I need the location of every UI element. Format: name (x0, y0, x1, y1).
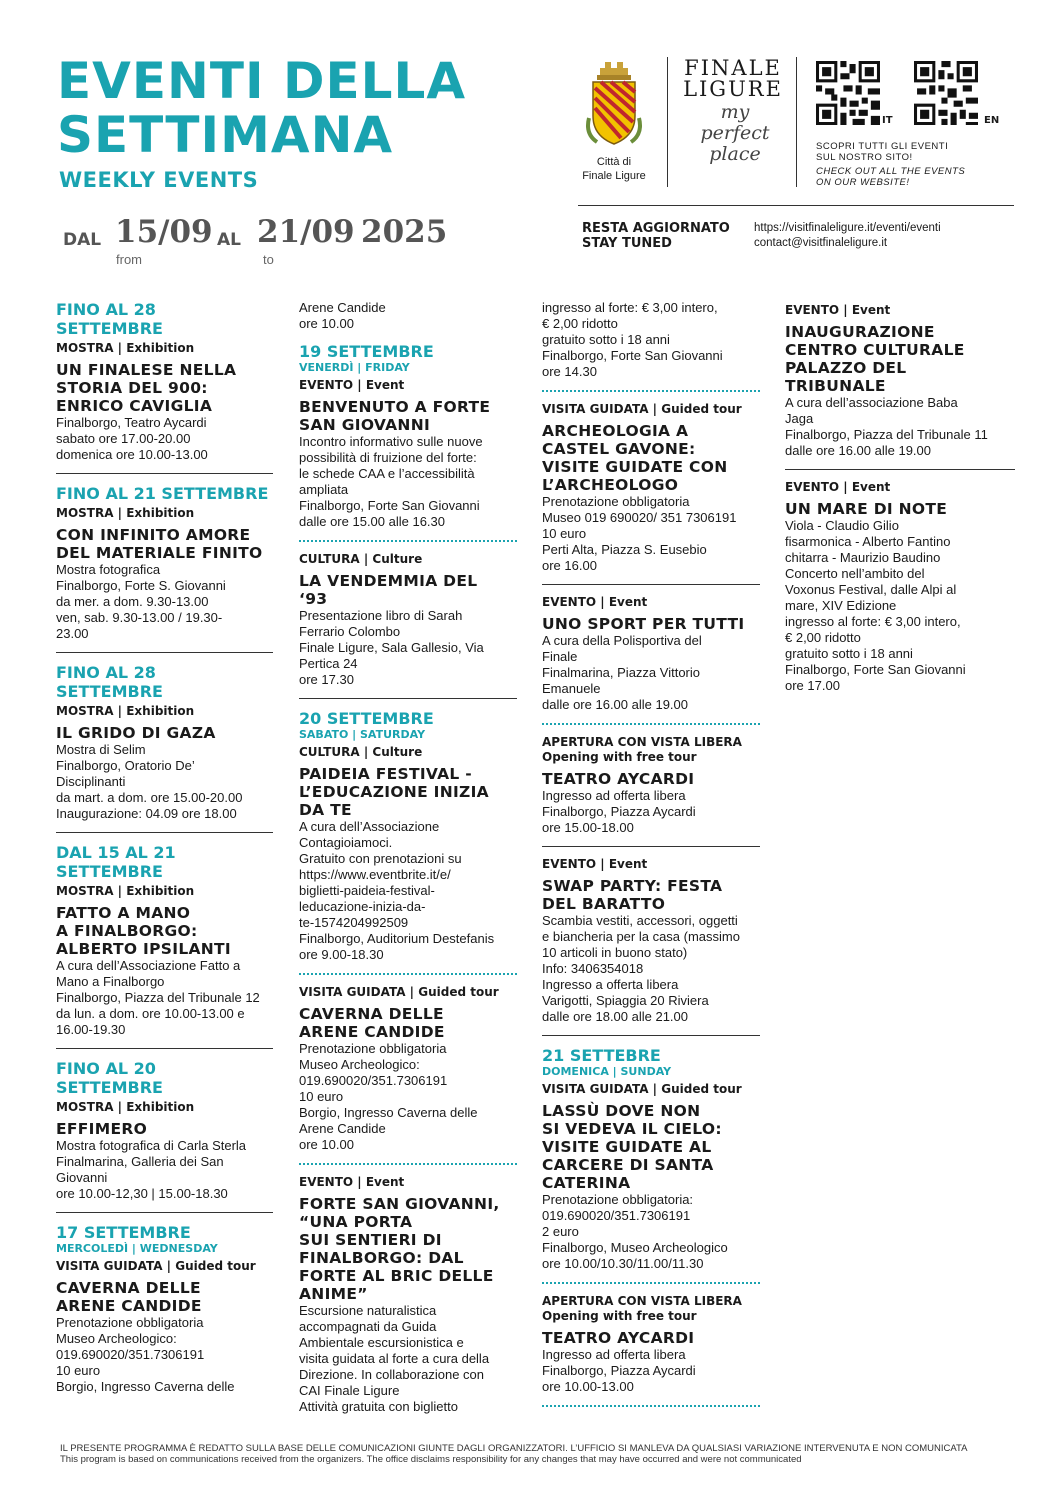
section-date-heading: FINO AL 28 (56, 300, 156, 319)
event-detail: Finale Ligure, Sala Gallesio, Via (299, 640, 484, 655)
event-item (785, 480, 1015, 694)
event-detail: Finalborgo, Forte San Giovanni (785, 662, 966, 677)
event-title-line: TRIBUNALE (785, 377, 886, 395)
event-title (299, 1005, 517, 1041)
event-detail: Attività gratuita con biglietto (299, 1399, 458, 1414)
to-label: to (263, 252, 274, 267)
al-label: AL (217, 230, 241, 250)
event-detail: ore 10.00/10.30/11.00/11.30 (542, 1256, 704, 1271)
qr-it-label: IT (882, 115, 893, 126)
event-detail: € 2,00 ridotto (542, 316, 618, 331)
event-detail: ore 17.00 (785, 678, 840, 693)
event-detail: Mano a Finalborgo (56, 974, 165, 989)
event-detail: Finalborgo, Piazza del Tribunale 11 (785, 427, 988, 442)
event-detail: da mart. a dom. ore 15.00-20.00 (56, 790, 243, 805)
event-detail: Mostra di Selim (56, 742, 146, 757)
event-category: VISITA GUIDATA | Guided tour (542, 402, 742, 416)
event-detail: ore 10.00-12,30 | 15.00-18.30 (56, 1186, 228, 1201)
event-detail: Prenotazione obbligatoria (299, 1041, 447, 1056)
event-detail: Museo Archeologico: (299, 1057, 420, 1072)
event-detail: 10 euro (542, 526, 587, 541)
day-section (542, 1294, 760, 1407)
day-section (542, 857, 760, 1036)
city-crest-icon (583, 60, 645, 148)
event-detail: domenica ore 10.00-13.00 (56, 447, 208, 462)
event-detail: Finalmarina, Galleria dei San (56, 1154, 224, 1169)
page-subtitle: WEEKLY EVENTS (59, 168, 259, 192)
event-title (56, 361, 273, 415)
event-detail: chitarra - Maurizio Baudino (785, 550, 941, 565)
event-detail: Jaga (785, 411, 814, 426)
event-title-line: DEL MATERIALE FINITO (56, 544, 263, 562)
section-date-heading: SETTEMBRE (56, 1078, 163, 1097)
event-item (542, 735, 760, 836)
event-detail: Finalborgo, Piazza Aycardi (542, 804, 696, 819)
qr-en-label: EN (984, 115, 1000, 126)
dal-label: DAL (63, 230, 102, 250)
day-section (299, 985, 517, 1165)
event-title-line: IL GRIDO DI GAZA (56, 724, 216, 742)
event-detail: leducazione-inizia-da- (299, 899, 426, 914)
event-title-line: SWAP PARTY: FESTA (542, 877, 723, 895)
event-detail: Prenotazione obbligatoria (542, 494, 690, 509)
event-category: VISITA GUIDATA | Guided tour (299, 985, 499, 999)
event-title-line: VISITE GUIDATE AL (542, 1138, 712, 1156)
event-item (56, 1259, 273, 1395)
event-category-en: Opening with free tour (542, 750, 697, 764)
section-date-heading: 19 SETTEMBRE (299, 342, 434, 361)
event-title (56, 526, 273, 562)
event-detail: Mostra fotografica di Carla Sterla (56, 1138, 247, 1153)
event-item (785, 303, 1015, 459)
city-caption: Città di Finale Ligure (582, 156, 646, 182)
event-detail: possibilità di fruizione del forte: (299, 450, 477, 465)
event-detail: Voxonus Festival, dalle Alpi al (785, 582, 957, 597)
section-date-heading: DAL 15 AL 21 (56, 843, 176, 862)
event-detail: Perti Alta, Piazza S. Eusebio (542, 542, 707, 557)
section-date-heading: SETTEMBRE (56, 682, 163, 701)
event-detail: Finalborgo, Forte S. Giovanni (56, 578, 226, 593)
day-section (299, 552, 517, 699)
event-item (542, 300, 760, 380)
event-category: MOSTRA | Exhibition (56, 704, 195, 718)
event-title-line: TEATRO AYCARDI (542, 770, 695, 788)
event-detail: Finale (542, 649, 578, 664)
contact-links (754, 221, 941, 251)
event-item (299, 552, 517, 688)
event-detail: ore 17.30 (299, 672, 354, 687)
event-item (542, 1294, 760, 1395)
event-detail: Mostra fotografica (56, 562, 161, 577)
event-title (56, 904, 273, 958)
event-title-line: CAVERNA DELLE (299, 1005, 444, 1023)
event-detail: A cura della Polisportiva del (542, 633, 702, 648)
event-category: EVENTO | Event (785, 480, 891, 494)
day-section (299, 1175, 517, 1425)
weekday-label: VENERDÌ | FRIDAY (299, 361, 410, 374)
event-category: MOSTRA | Exhibition (56, 1100, 195, 1114)
event-category: MOSTRA | Exhibition (56, 341, 195, 355)
day-section (56, 300, 273, 474)
event-detail: Viola - Claudio Gilio (785, 518, 899, 533)
event-detail: Ingresso ad offerta libera (542, 788, 686, 803)
divider (667, 57, 668, 187)
event-detail: ingresso al forte: € 3,00 intero, (542, 300, 718, 315)
event-title (785, 323, 1015, 395)
event-title (56, 724, 273, 742)
event-title-line: ARCHEOLOGIA A (542, 422, 689, 440)
section-date-heading: 21 SETTEBRE (542, 1046, 661, 1065)
day-section (299, 342, 517, 542)
event-title-line: UN FINALESE NELLA (56, 361, 237, 379)
event-title (56, 1279, 273, 1315)
event-detail: dalle ore 15.00 alle 16.30 (299, 514, 446, 529)
event-detail: visita guidata al forte a cura della (299, 1351, 490, 1366)
discover-text: SCOPRI TUTTI GLI EVENTI SUL NOSTRO SITO! CHECK OUT ALL THE EVENTS ON OUR WEBSITE! (816, 141, 966, 188)
events-column-2 (299, 300, 517, 1425)
event-detail: Finalborgo, Forte San Giovanni (299, 498, 480, 513)
event-item (56, 341, 273, 463)
section-date-heading: SETTEMBRE (56, 319, 163, 338)
event-title-line: CARCERE DI SANTA (542, 1156, 714, 1174)
event-title (542, 877, 760, 913)
event-item (56, 704, 273, 822)
event-item (299, 378, 517, 530)
event-detail: 019.690020/351.7306191 (56, 1347, 205, 1362)
event-detail: Info: 3406354018 (542, 961, 644, 976)
disclaimer: IL PRESENTE PROGRAMMA È REDATTO SULLA BASE DELLE COMUNICAZIONI GIUNTE DAGLI ORGANIZZATORI. L’UFFICIO SI MANLEVA DA QUALSIASI VARIAZIONE INTERVENUTA E NON COMUNICATA This program is based on communications received from the organizers. The office disclaims responsibility for any changes that may have occurred and were not communicated (60, 1443, 968, 1465)
events-column-4 (785, 300, 1015, 704)
event-title-line: CON INFINITO AMORE (56, 526, 251, 544)
event-detail: dalle ore 16.00 alle 19.00 (542, 697, 689, 712)
event-item (542, 857, 760, 1025)
event-title (299, 398, 517, 434)
event-detail: biglietti-paideia-festival- (299, 883, 435, 898)
event-title-line: EFFIMERO (56, 1120, 148, 1138)
event-title-line: BENVENUTO A FORTE (299, 398, 491, 416)
event-item (299, 1175, 517, 1415)
event-item (542, 1082, 760, 1272)
event-detail: dalle ore 18.00 alle 21.00 (542, 1009, 689, 1024)
day-section (785, 303, 1015, 470)
events-column-3 (542, 300, 760, 1417)
event-detail: Escursione naturalistica (299, 1303, 437, 1318)
event-detail: Finalborgo, Piazza Aycardi (542, 1363, 696, 1378)
event-detail: ore 16.00 (542, 558, 597, 573)
event-detail: Inaugurazione: 04.09 ore 18.00 (56, 806, 237, 821)
event-title (542, 615, 760, 633)
event-detail: 10 articoli in buono stato) (542, 945, 688, 960)
event-detail: ore 15.00-18.00 (542, 820, 634, 835)
event-detail: ore 9.00-18.30 (299, 947, 384, 962)
day-section (785, 480, 1015, 704)
event-detail: Gratuito con prenotazioni su (299, 851, 462, 866)
section-date-heading: 17 SETTEMBRE (56, 1223, 191, 1242)
event-detail: € 2,00 ridotto (785, 630, 861, 645)
event-detail: ore 10.00-13.00 (542, 1379, 634, 1394)
event-detail: Direzione. In collaborazione con (299, 1367, 484, 1382)
event-detail: Concerto nell’ambito del (785, 566, 925, 581)
event-detail: Pertica 24 (299, 656, 358, 671)
event-detail: te-1574204992509 (299, 915, 409, 930)
event-detail: Finalborgo, Auditorium Destefanis (299, 931, 495, 946)
page-title: EVENTI DELLA SETTIMANA (57, 52, 467, 164)
event-title-line: CENTRO CULTURALE (785, 341, 965, 359)
event-category: EVENTO | Event (542, 857, 648, 871)
event-item (299, 745, 517, 963)
event-title-line: SI VEDEVA IL CIELO: (542, 1120, 722, 1138)
event-detail: Finalborgo, Teatro Aycardi (56, 415, 207, 430)
event-item (56, 884, 273, 1038)
day-section (542, 595, 760, 725)
section-date-heading: FINO AL 21 SETTEMBRE (56, 484, 269, 503)
event-title (542, 422, 760, 494)
event-category: MOSTRA | Exhibition (56, 884, 195, 898)
day-section (56, 843, 273, 1049)
event-title-line: FORTE AL BRIC DELLE (299, 1267, 494, 1285)
event-detail: Museo 019 690020/ 351 7306191 (542, 510, 737, 525)
date-range (63, 214, 483, 268)
event-detail: A cura dell’Associazione Fatto a (56, 958, 241, 973)
section-date-heading: FINO AL 20 (56, 1059, 156, 1078)
event-detail: gratuito sotto i 18 anni (785, 646, 913, 661)
event-detail: Varigotti, Spiaggia 20 Riviera (542, 993, 709, 1008)
year: 2025 (361, 214, 448, 250)
event-title-line: INAUGURAZIONE (785, 323, 935, 341)
event-title-line: SAN GIOVANNI (299, 416, 431, 434)
event-detail: Incontro informativo sulle nuove (299, 434, 483, 449)
event-detail: A cura dell’associazione Baba (785, 395, 958, 410)
event-detail: da mer. a dom. 9.30-13.00 (56, 594, 209, 609)
event-title-line: PAIDEIA FESTIVAL - (299, 765, 473, 783)
event-title (542, 770, 760, 788)
event-title-line: “UNA PORTA (299, 1213, 413, 1231)
day-section (56, 1059, 273, 1213)
event-item (56, 1100, 273, 1202)
event-category: CULTURA | Culture (299, 552, 423, 566)
event-detail: Finalmarina, Piazza Vittorio (542, 665, 700, 680)
event-category: EVENTO | Event (542, 595, 648, 609)
event-category: EVENTO | Event (785, 303, 891, 317)
website-link[interactable]: https://visitfinaleligure.it/eventi/eventi (754, 222, 941, 234)
event-category: CULTURA | Culture (299, 745, 423, 759)
event-category-en: Opening with free tour (542, 1309, 697, 1323)
header-rule (578, 205, 1014, 206)
finale-ligure-logo: FINALE LIGURE (683, 56, 783, 101)
event-title-line: LA VENDEMMIA DEL (299, 572, 478, 590)
event-detail: Ingresso ad offerta libera (542, 1347, 686, 1362)
event-title-line: FORTE SAN GIOVANNI, (299, 1195, 500, 1213)
events-column-1 (56, 300, 273, 1405)
event-detail: Disciplinanti (56, 774, 126, 789)
event-detail: Borgio, Ingresso Caverna delle (299, 1105, 478, 1120)
event-detail: fisarmonica - Alberto Fantino (785, 534, 951, 549)
event-title-line: CATERINA (542, 1174, 631, 1192)
day-section (56, 663, 273, 833)
event-detail: ore 10.00 (299, 316, 354, 331)
event-item (542, 402, 760, 574)
event-title-line: SUI SENTIERI DI (299, 1231, 442, 1249)
stay-tuned: RESTA AGGIORNATO STAY TUNED (582, 221, 730, 251)
event-detail: Presentazione libro di Sarah (299, 608, 463, 623)
day-section (542, 300, 760, 392)
event-title (299, 1195, 517, 1303)
event-detail: ore 10.00 (299, 1137, 354, 1152)
event-detail: 2 euro (542, 1224, 579, 1239)
event-detail: le schede CAA e l’accessibilità (299, 466, 475, 481)
event-title (299, 765, 517, 819)
event-detail: Emanuele (542, 681, 601, 696)
event-title (299, 572, 517, 608)
day-section (542, 1046, 760, 1284)
event-detail: gratuito sotto i 18 anni (542, 332, 670, 347)
event-detail: Prenotazione obbligatoria: (542, 1192, 694, 1207)
event-detail: ore 14.30 (542, 364, 597, 379)
qr-code-it-icon[interactable] (816, 61, 880, 125)
event-detail: 019.690020/351.7306191 (299, 1073, 448, 1088)
event-detail: https://www.eventbrite.it/e/ (299, 867, 451, 882)
event-category: MOSTRA | Exhibition (56, 506, 195, 520)
event-detail: Contagioiamoci. (299, 835, 393, 850)
event-detail: ingresso al forte: € 3,00 intero, (785, 614, 961, 629)
event-category: EVENTO | Event (299, 378, 405, 392)
event-title-line: FINALBORGO: DAL (299, 1249, 464, 1267)
weekday-label: DOMENICA | SUNDAY (542, 1065, 672, 1078)
event-title-line: STORIA DEL 900: (56, 379, 208, 397)
event-detail: 16.00-19.30 (56, 1022, 126, 1037)
section-date-heading: SETTEMBRE (56, 862, 163, 881)
event-detail: 23.00 (56, 626, 89, 641)
event-title (785, 500, 1015, 518)
event-title-line: ENRICO CAVIGLIA (56, 397, 213, 415)
event-title-line: A FINALBORGO: (56, 922, 198, 940)
event-detail: CAI Finale Ligure (299, 1383, 400, 1398)
event-detail: da lun. a dom. ore 10.00-13.00 e (56, 1006, 245, 1021)
event-title (56, 1120, 273, 1138)
event-detail: Scambia vestiti, accessori, oggetti (542, 913, 738, 928)
event-item (542, 595, 760, 713)
event-title-line: ‘93 (299, 590, 328, 608)
event-title-line: UNO SPORT PER TUTTI (542, 615, 745, 633)
event-detail: Finalborgo, Forte San Giovanni (542, 348, 723, 363)
event-detail: A cura dell’Associazione (299, 819, 440, 834)
event-detail: accompagnati da Guida (299, 1319, 437, 1334)
event-title-line: LASSÙ DOVE NON (542, 1102, 701, 1120)
event-category: APERTURA CON VISTA LIBERA (542, 735, 742, 749)
day-section (56, 1223, 273, 1405)
weekday-label: SABATO | SATURDAY (299, 728, 426, 741)
event-title-line: VISITE GUIDATE CON (542, 458, 728, 476)
from-label: from (116, 252, 142, 267)
weekday-label: MERCOLEDÌ | WEDNESDAY (56, 1242, 218, 1255)
event-title-line: ARENE CANDIDE (56, 1297, 202, 1315)
section-date-heading: 20 SETTEMBRE (299, 709, 434, 728)
event-category: VISITA GUIDATA | Guided tour (542, 1082, 742, 1096)
event-item (56, 506, 273, 642)
event-detail: Finalborgo, Oratorio De’ (56, 758, 195, 773)
event-title-line: L’ARCHEOLOGO (542, 476, 679, 494)
event-detail: ven, sab. 9.30-13.00 / 19.30- (56, 610, 223, 625)
event-title-line: ARENE CANDIDE (299, 1023, 445, 1041)
event-title-line: PALAZZO DEL (785, 359, 907, 377)
event-detail: Finalborgo, Museo Archeologico (542, 1240, 728, 1255)
event-detail: 10 euro (56, 1363, 101, 1378)
event-detail: Ingresso a offerta libera (542, 977, 679, 992)
event-title-line: FATTO A MANO (56, 904, 191, 922)
divider (796, 57, 797, 187)
event-title-line: DA TE (299, 801, 352, 819)
email-link[interactable]: contact@visitfinaleligure.it (754, 237, 888, 249)
event-title (542, 1102, 760, 1192)
event-title-line: ALBERTO IPSILANTI (56, 940, 232, 958)
section-date-heading: FINO AL 28 (56, 663, 156, 682)
event-title-line: DEL BARATTO (542, 895, 666, 913)
day-section (299, 709, 517, 975)
event-title-line: TEATRO AYCARDI (542, 1329, 695, 1347)
event-item (299, 985, 517, 1153)
day-section (56, 484, 273, 653)
logo-tagline: my perfect place (700, 101, 770, 165)
event-title (542, 1329, 760, 1347)
event-detail: e biancheria per la casa (massimo (542, 929, 740, 944)
event-detail: ampliata (299, 482, 349, 497)
event-title-line: L’EDUCAZIONE INIZIA (299, 783, 489, 801)
event-category: APERTURA CON VISTA LIBERA (542, 1294, 742, 1308)
event-detail: Ambientale escursionistica e (299, 1335, 464, 1350)
day-section (542, 402, 760, 585)
event-detail: Arene Candide (299, 300, 386, 315)
event-detail: Borgio, Ingresso Caverna delle (56, 1379, 235, 1394)
event-detail: Ferrario Colombo (299, 624, 401, 639)
event-detail: Giovanni (56, 1170, 108, 1185)
event-detail: Prenotazione obbligatoria (56, 1315, 204, 1330)
event-title-line: ANIME” (299, 1285, 368, 1303)
event-detail: 019.690020/351.7306191 (542, 1208, 691, 1223)
event-detail: Arene Candide (299, 1121, 386, 1136)
event-title-line: CAVERNA DELLE (56, 1279, 201, 1297)
event-title-line: UN MARE DI NOTE (785, 500, 948, 518)
start-date: 15/09 (115, 214, 213, 250)
event-detail: mare, XIV Edizione (785, 598, 897, 613)
qr-code-en-icon[interactable] (914, 61, 978, 125)
day-section (299, 300, 517, 342)
event-detail: Museo Archeologico: (56, 1331, 177, 1346)
event-detail: Finalborgo, Piazza del Tribunale 12 (56, 990, 260, 1005)
end-date: 21/09 (257, 214, 355, 250)
event-category: EVENTO | Event (299, 1175, 405, 1189)
event-detail: sabato ore 17.00-20.00 (56, 431, 191, 446)
event-item (299, 300, 517, 332)
event-detail: 10 euro (299, 1089, 344, 1104)
event-category: VISITA GUIDATA | Guided tour (56, 1259, 256, 1273)
event-title-line: CASTEL GAVONE: (542, 440, 696, 458)
day-section (542, 735, 760, 847)
event-detail: dalle ore 16.00 alle 19.00 (785, 443, 932, 458)
